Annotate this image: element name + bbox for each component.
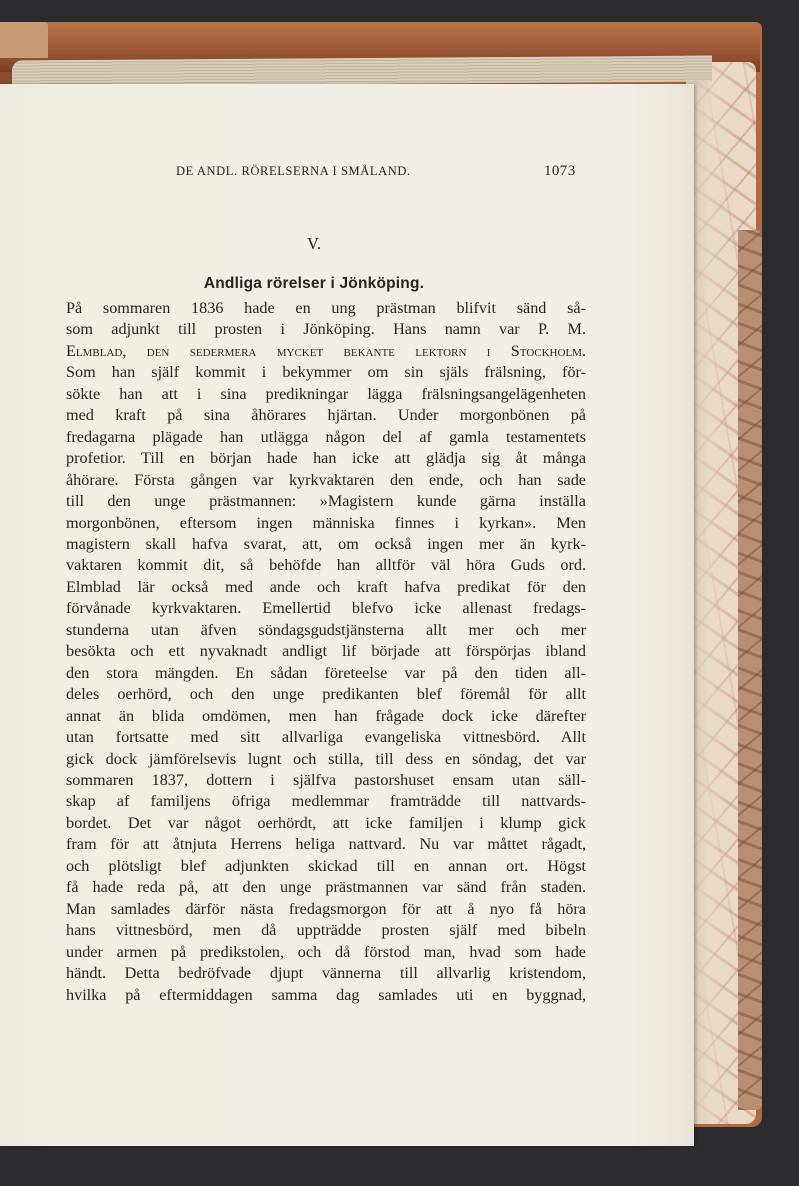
text-line: få hade reda på, att den unge prästmannen var sänd från staden. (66, 878, 586, 897)
text-line: med kraft på sina åhörares hjärtan. Under morgonbönen på (66, 406, 586, 425)
text-line: fram för att åtnjuta Herrens heliga nattvard. Nu var måttet rågadt, (66, 835, 586, 854)
text-line: till den unge prästmannen: »Magistern kunde gärna inställa (66, 492, 586, 511)
text-line: åhörare. Första gången var kyrkvaktaren den ende, och han sade (66, 470, 586, 489)
text-line: hvilka på eftermiddagen samma dag samlades uti en byggnad, (66, 985, 586, 1004)
text-line: skap af familjens öfriga medlemmar framträdde till nattvards- (66, 792, 586, 811)
text-line: bordet. Det var något oerhördt, att icke familjen i klump gick (66, 813, 586, 832)
body-text (66, 298, 586, 1006)
text-line: Elmblad, den sedermera mycket bekante lektorn i Stockholm. (66, 341, 586, 360)
text-line: morgonbönen, eftersom ingen människa finnes i kyrkan». Men (66, 513, 586, 532)
running-head: DE ANDL. RÖRELSERNA I SMÅLAND. (176, 164, 411, 178)
text-line: under armen på predikstolen, och då förstod man, hvad som hade (66, 942, 586, 961)
text-line: sommaren 1837, dottern i själfva pastorshuset ensam utan säll- (66, 770, 586, 789)
text-line: och plötsligt blef adjunkten skickad till en annan ort. Högst (66, 856, 586, 875)
text-line: På sommaren 1836 hade en ung prästman blifvit sänd så- (66, 299, 586, 317)
section-number: V. (307, 234, 321, 253)
text-line: händt. Detta bedröfvade djupt vännerna till allvarlig kristendom, (66, 964, 586, 983)
text-line: besökta och ett nyvaknadt andligt lif började att förspörjas ibland (66, 642, 586, 661)
page-number: 1073 (544, 163, 576, 179)
text-line: Elmblad lär också med ande och kraft hafva predikat för den (66, 577, 586, 596)
text-line: fredagarna plägade han utlägga någon del af gamla testamentets (66, 427, 586, 446)
text-line: utan fortsatte med sitt allvarliga evangeliska vittnesbörd. Allt (66, 728, 586, 747)
text-line: vaktaren kommit dit, så behöfde han alltför väl höra Guds ord. (66, 556, 586, 575)
text-line: Som han själf kommit i bekymmer om sin själs frälsning, för- (66, 363, 586, 382)
text-line: sökte han att i sina predikningar lägga frälsningsangelägenheten (66, 384, 586, 403)
text-line: förvånade kyrkvaktaren. Emellertid blefvo icke allenast fredags- (66, 599, 586, 618)
text-line: gick dock jämförelsevis lugnt och stilla, till dess en söndag, det var (66, 749, 586, 768)
text-line: magistern skall hafva svarat, att, om också ingen mer än kyrk- (66, 534, 586, 553)
text-line: profetior. Till en början hade han icke att glädja sig åt många (66, 449, 586, 468)
text-line: annat än blida omdömen, men han frågade dock icke därefter (66, 706, 586, 725)
section-title: Andliga rörelser i Jönköping. (203, 275, 425, 292)
text-line: Man samlades därför nästa fredagsmorgon för att å nyo få höra (66, 899, 586, 918)
text-line: deles oerhörd, och den unge predikanten blef föremål för allt (66, 685, 586, 704)
marbled-board-edge (738, 230, 762, 1110)
book-page (0, 84, 694, 1146)
text-line: stunderna utan äfven söndagsgudstjänsterna allt mer och mer (66, 620, 586, 639)
text-line: som adjunkt till prosten i Jönköping. Hans namn var P. M. (66, 320, 586, 339)
text-line: hans vittnesbörd, men då uppträdde prosten själf med bibeln (66, 921, 586, 940)
page-stack-top (12, 56, 712, 87)
cover-corner (0, 22, 48, 58)
text-line: den stora mängden. En sådan företeelse var på den tiden all- (66, 663, 586, 682)
